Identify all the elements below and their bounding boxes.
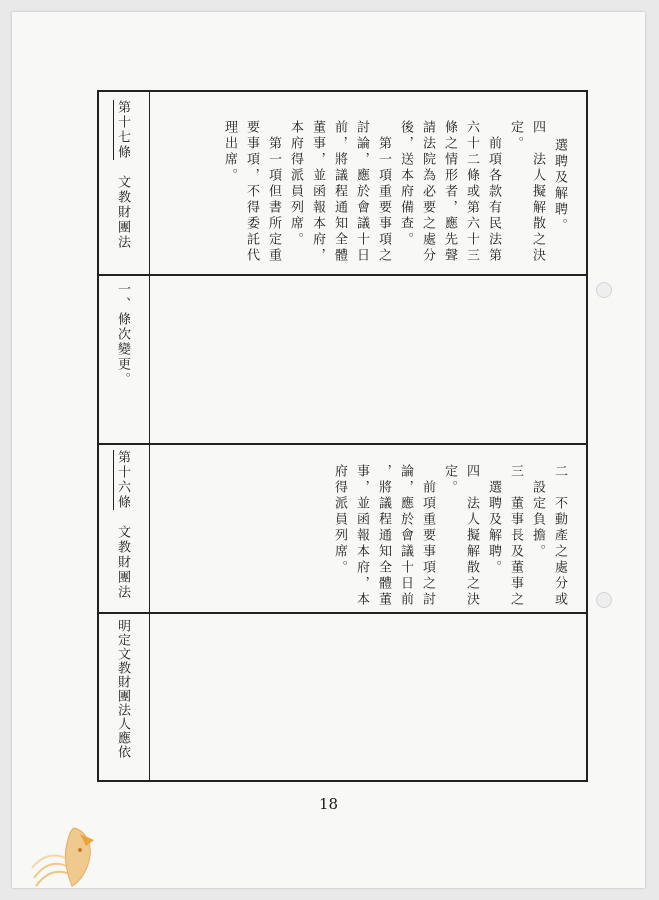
article-16-line: 四 法人擬解散之決 <box>464 464 479 608</box>
punch-hole-bottom <box>596 592 612 608</box>
article-16-line: 前項重要事項之討 <box>420 464 435 608</box>
article-17-line: 本府得派員列席。 <box>288 120 303 248</box>
row-divider-1 <box>99 274 586 276</box>
article-17-line: 理出席。 <box>222 120 237 184</box>
article-16-line: 論，應於會議十日前 <box>398 464 413 608</box>
article-16-line: 選聘及解聘。 <box>486 464 501 576</box>
article-17-label <box>110 100 134 250</box>
article-17-line: 前，將議程通知全體 <box>332 120 347 264</box>
article-17-line: 第一項但書所定重 <box>266 120 281 264</box>
explanation-note-2: 明定文教財團法人應依 <box>115 619 130 759</box>
article-16-label <box>110 450 134 600</box>
article-17-line: 前項各款有民法第 <box>486 120 501 264</box>
article-17-line: 討論，應於會議十日 <box>354 120 369 264</box>
article-17-line: 第一項重要事項之 <box>376 120 391 264</box>
row-divider-3 <box>99 612 586 614</box>
article-16-line: ，將議程通知全體董 <box>376 464 391 608</box>
row-divider-2 <box>99 443 586 445</box>
explanation-note-1: 一、條次變更。 <box>115 282 130 387</box>
article-17-line: 後，送本府備查。 <box>398 120 413 248</box>
article-17-line: 請法院為必要之處分 <box>420 120 435 264</box>
punch-hole-top <box>596 282 612 298</box>
article-16-line: 定。 <box>442 464 457 496</box>
article-16-line: 事，並函報本府，本 <box>354 464 369 608</box>
document-page <box>12 12 645 888</box>
page-number: 18 <box>318 795 339 813</box>
article-17-number: 第十七條 <box>115 100 130 160</box>
article-17-line: 條之情形者，應先聲 <box>442 120 457 264</box>
taiwan-map-logo-icon <box>28 820 118 890</box>
article-16-line: 二 不動產之處分或 <box>552 464 567 608</box>
article-16-number: 第十六條 <box>115 450 130 510</box>
label-column-divider <box>149 92 150 780</box>
article-16-line: 設定負擔。 <box>530 464 545 560</box>
article-16-line: 三 董事長及董事之 <box>508 464 523 608</box>
article-17-name: 文教財團法 <box>115 175 130 250</box>
article-17-line: 定。 <box>508 120 523 152</box>
article-16-name: 文教財團法 <box>115 525 130 600</box>
article-17-line: 要事項，不得委託代 <box>244 120 259 264</box>
article-16-line: 府得派員列席。 <box>332 464 347 576</box>
comparison-table <box>97 90 588 782</box>
article-17-line: 董事，並函報本府， <box>310 120 325 264</box>
article-17-line: 四 法人擬解散之決 <box>530 120 545 264</box>
article-17-line: 選聘及解聘。 <box>552 138 567 234</box>
article-17-line: 六十二條或第六十三 <box>464 120 479 264</box>
